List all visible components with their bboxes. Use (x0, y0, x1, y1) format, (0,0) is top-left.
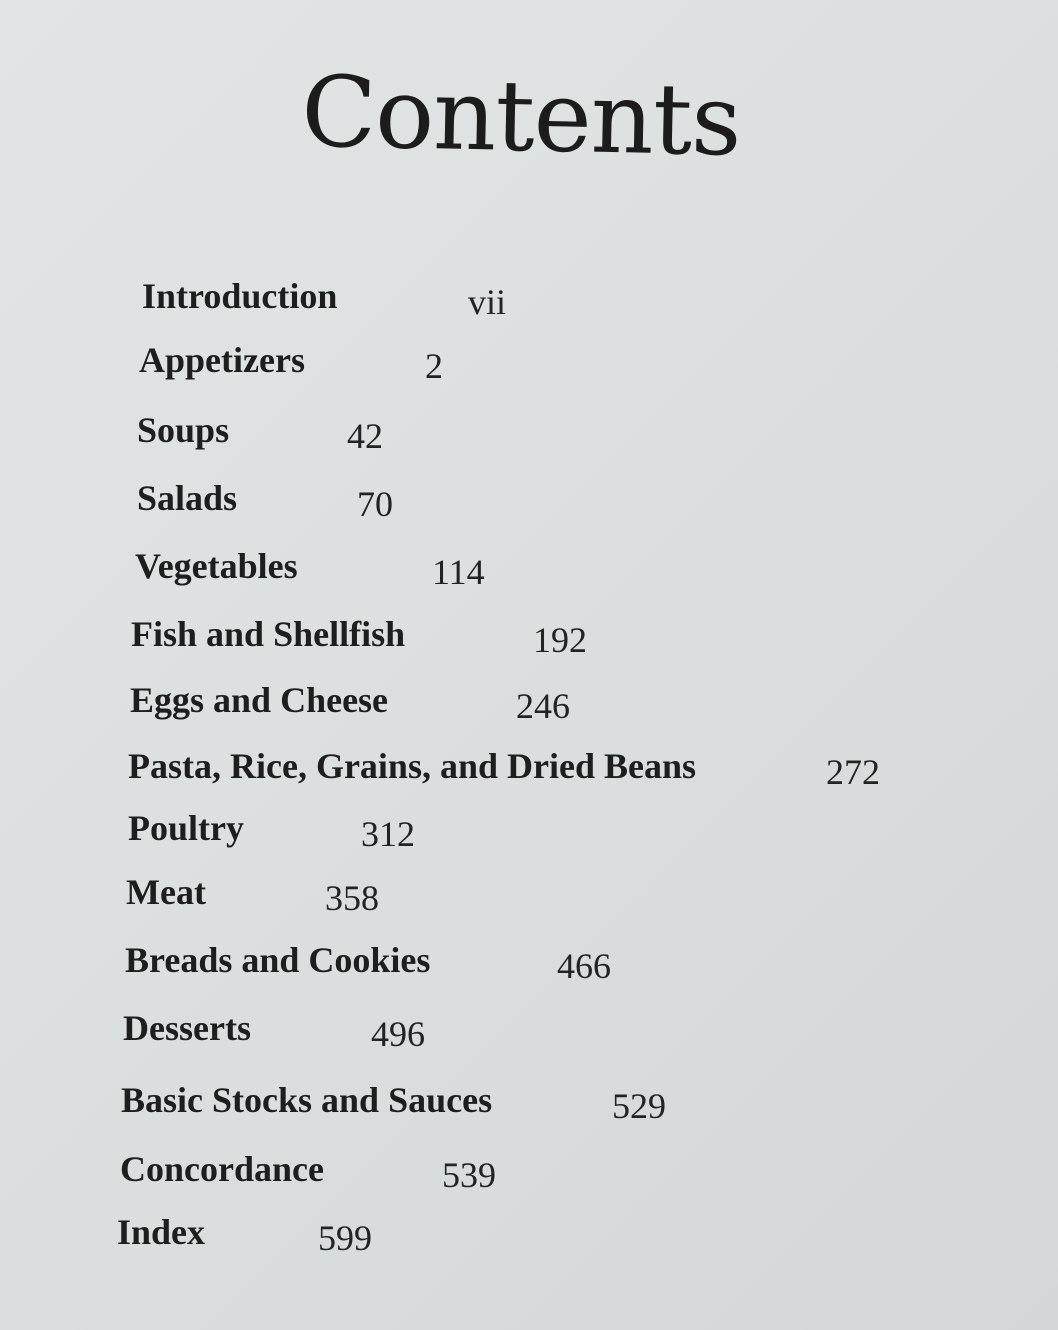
toc-entry-page: 539 (442, 1155, 496, 1195)
toc-entry-title: Soups (137, 410, 230, 450)
toc-entry-page: 114 (432, 552, 485, 592)
toc-entry-title: Concordance (120, 1149, 324, 1189)
toc-entry-page: 272 (826, 752, 880, 792)
toc-entry-title: Pasta, Rice, Grains, and Dried Beans (128, 746, 697, 786)
toc-entry-page: 599 (318, 1218, 372, 1258)
toc-entry-page: 246 (516, 686, 570, 726)
toc-entry-page: 42 (347, 416, 383, 456)
toc-entry-title: Desserts (123, 1008, 251, 1048)
toc-entry-title: Vegetables (135, 546, 298, 586)
toc-entry-page: 529 (612, 1086, 666, 1126)
toc-entry-page: 2 (425, 346, 443, 386)
toc-entry-title: Salads (137, 478, 238, 518)
toc-entry-page: 192 (533, 620, 587, 660)
toc-entry-title: Appetizers (139, 340, 305, 380)
toc-entry-title: Index (117, 1212, 206, 1252)
toc-entry-title: Poultry (128, 808, 244, 848)
toc-entry-page: 312 (361, 814, 415, 854)
toc-entry-page: 496 (371, 1014, 425, 1054)
toc-entry-title: Breads and Cookies (125, 940, 431, 980)
toc-entry-title: Eggs and Cheese (130, 680, 389, 720)
toc-entry-title: Meat (126, 872, 206, 912)
toc-entry-page: 466 (557, 946, 611, 986)
toc-entry-page: vii (468, 282, 507, 322)
page-title: Contents (300, 55, 742, 179)
toc-entry-title: Basic Stocks and Sauces (121, 1080, 493, 1120)
toc-entry-title: Introduction (142, 276, 338, 316)
toc-entry-title: Fish and Shellfish (131, 614, 406, 654)
toc-entry-page: 358 (325, 878, 379, 918)
toc-entry-page: 70 (357, 484, 393, 524)
